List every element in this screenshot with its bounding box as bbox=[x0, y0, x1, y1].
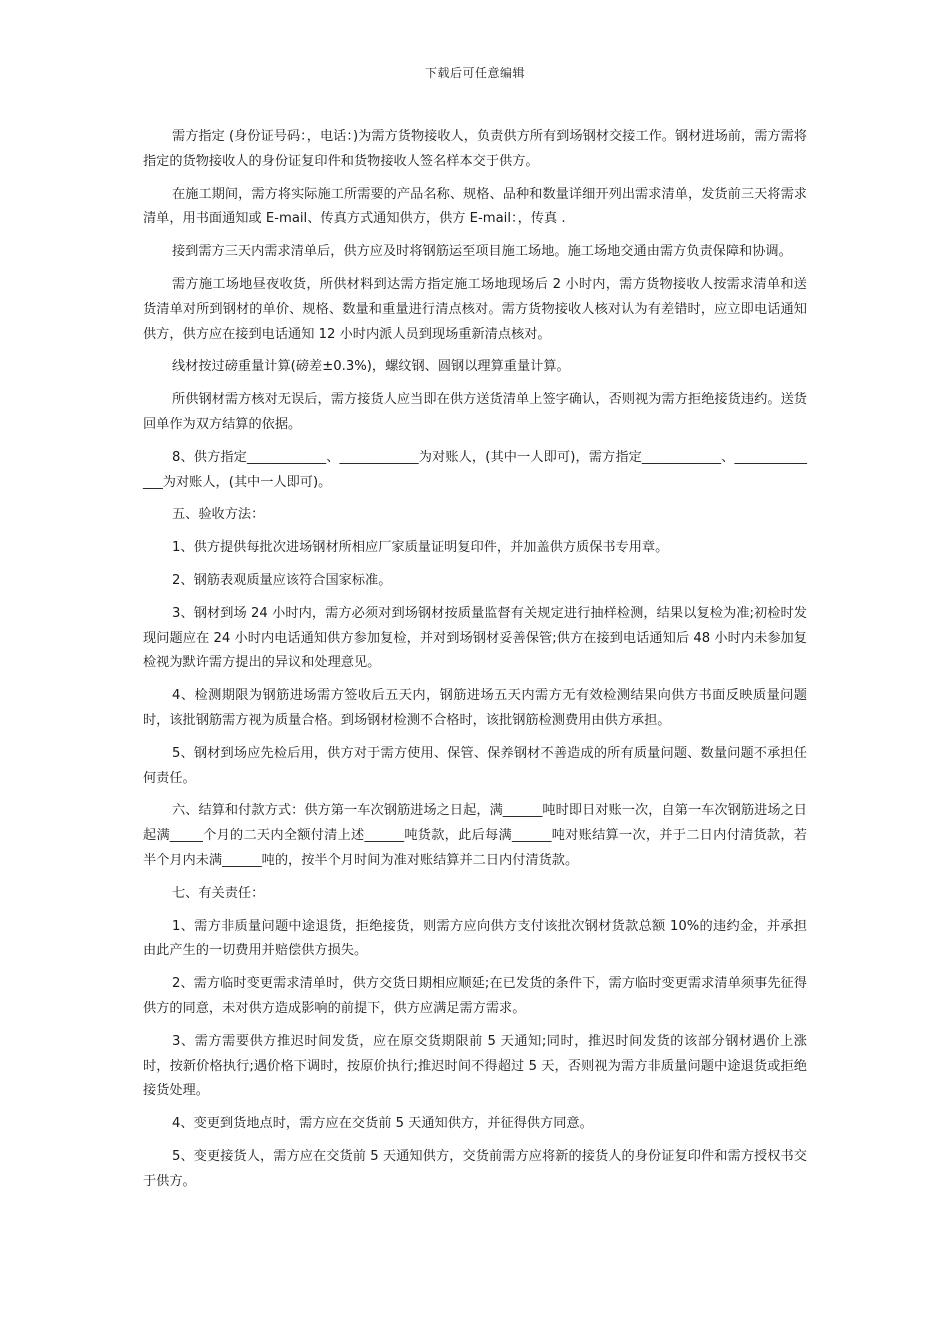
paragraph: 4、检测期限为钢筋进场需方签收后五天内，钢筋进场五天内需方无有效检测结果向供方书面反映质量问题时，该批钢筋需方视为质量合格。到场钢材检测不合格时，该批钢筋检测费用由供方承担。 bbox=[143, 688, 807, 728]
paragraph: 1、供方提供每批次进场钢材所相应厂家质量证明复印件，并加盖供方质保书专用章。 bbox=[172, 540, 669, 556]
paragraph: 需方施工场地昼夜收货，所供材料到达需方指定施工场地现场后 2 小时内，需方货物接收人按需求清单和送货清单对所到钢材的单价、规格、数量和重量进行清点核对。需方货物接收人核对认为有差错时，应立即电话通知供方，供方应在接到电话通知 12 小时内派人员到现场重新清点核对。 bbox=[143, 276, 807, 342]
paragraph: 5、变更接货人，需方应在交货前 5 天通知供方，交货前需方应将新的接货人的身份证复印件和需方授权书交于供方。 bbox=[143, 1148, 807, 1189]
paragraph: 六、结算和付款方式：供方第一车次钢筋进场之日起，满______吨时即日对账一次，自第一车次钢筋进场之日起满_____个月的二天内全额付清上述______吨货款，此后每满______吨对账结算一次，并于二日内付清货款，若半个月内未满______吨的，按半个月时间为准对账结算并二日内付清货款。 bbox=[143, 803, 807, 868]
paragraph: 2、需方临时变更需求清单时，供方交货日期相应顺延;在已发货的条件下，需方临时变更需求清单须事先征得供方的同意，未对供方造成影响的前提下，供方应满足需方需求。 bbox=[143, 976, 807, 1016]
header-note: 下载后可任意编辑 bbox=[424, 66, 525, 80]
paragraph: 5、钢材到场应先检后用，供方对于需方使用、保管、保养钢材不善造成的所有质量问题、数量问题不承担任何责任。 bbox=[143, 745, 807, 786]
document-body bbox=[143, 125, 807, 1202]
paragraph: 4、变更到货地点时，需方应在交货前 5 天通知供方，并征得供方同意。 bbox=[172, 1116, 593, 1132]
section-heading: 五、验收方法： bbox=[172, 507, 265, 523]
paragraph: 3、需方需要供方推迟时间发货，应在原交货期限前 5 天通知;同时，推迟时间发货的该部分钢材遇价上涨时，按新价格执行;遇价格下调时，按原价执行;推迟时间不得超过 5 天，否则视为需方非质量问题中途退货或拒绝接货处理。 bbox=[143, 1033, 807, 1099]
paragraph: 1、需方非质量问题中途退货，拒绝接货，则需方应向供方支付该批次钢材货款总额 10%的违约金，并承担由此产生的一切费用并赔偿供方损失。 bbox=[143, 918, 807, 959]
paragraph: 2、钢筋表观质量应该符合国家标准。 bbox=[172, 572, 392, 588]
paragraph: 线材按过磅重量计算(磅差±0.3%)，螺纹钢、圆钢以理算重量计算。 bbox=[172, 359, 570, 375]
paragraph: 在施工期间，需方将实际施工所需要的产品名称、规格、品种和数量详细开列出需求清单，发货前三天将需求清单，用书面通知或 E-mail、传真方式通知供方，供方 E-mail：，传真 . bbox=[143, 186, 807, 227]
section-heading: 七、有关责任： bbox=[172, 885, 265, 901]
paragraph: 需方指定 (身份证号码：，电话：)为需方货物接收人，负责供方所有到场钢材交接工作。钢材进场前，需方需将指定的货物接收人的身份证复印件和货物接收人签名样本交于供方。 bbox=[143, 129, 807, 169]
paragraph: 所供钢材需方核对无误后，需方接货人应当即在供方送货清单上签字确认，否则视为需方拒绝接货违约。送货回单作为双方结算的依据。 bbox=[143, 392, 807, 432]
paragraph: 8、供方指定____________、____________为对账人，(其中一人即可)，需方指定____________、______________为对账人，(其中一人即可)。 bbox=[143, 449, 807, 490]
paragraph: 接到需方三天内需求清单后，供方应及时将钢筋运至项目施工场地。施工场地交通由需方负责保障和协调。 bbox=[172, 244, 792, 260]
paragraph: 3、钢材到场 24 小时内，需方必须对到场钢材按质量监督有关规定进行抽样检测，结果以复检为准;初检时发现问题应在 24 小时内电话通知供方参加复检，并对到场钢材妥善保管;供方在接到电话通知后 48 小时内未参加复检视为默许需方提出的异议和处理意见。 bbox=[143, 605, 807, 671]
